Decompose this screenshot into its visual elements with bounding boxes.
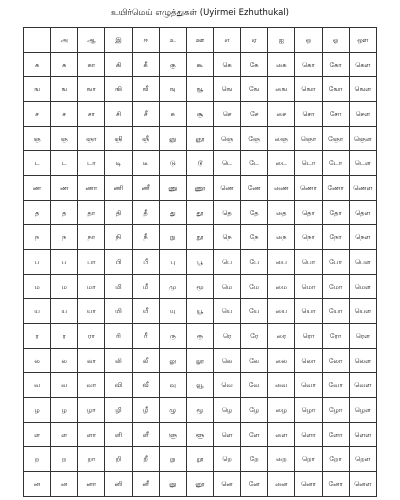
table-row [24,200,377,225]
table-cell: கோ [322,52,349,77]
table-cell: ரே [241,324,268,349]
table-cell: ஞு [159,126,186,151]
table-cell: ழி [105,398,132,423]
table-cell: வே [241,373,268,398]
table-cell: பீ [132,250,159,275]
table-cell: ழ [51,398,78,423]
consonant-header-cell: ம [24,274,51,299]
table-cell: ணொ [295,176,322,201]
table-cell: ஞோ [322,126,349,151]
consonant-header-cell: வ [24,373,51,398]
table-cell: சை [268,102,295,127]
table-row [24,77,377,102]
table-cell: நி [105,225,132,250]
vowel-header-cell: ஔ [349,28,376,53]
table-row [24,398,377,423]
table-cell: கை [268,52,295,77]
table-cell: ஞெ [213,126,240,151]
table-cell: ழை [268,398,295,423]
table-cell: மா [78,274,105,299]
table-cell: ணு [159,176,186,201]
table-cell: நா [78,225,105,250]
table-cell: சு [159,102,186,127]
table-cell: டி [105,151,132,176]
uyirmei-table [23,27,377,497]
table-cell: ற [51,447,78,472]
consonant-header-cell: க [24,52,51,77]
table-cell: தோ [322,200,349,225]
consonant-header-cell: ள [24,422,51,447]
table-cell: ண [51,176,78,201]
consonant-header-cell: ர [24,324,51,349]
table-cell: மு [159,274,186,299]
table-cell: வை [268,373,295,398]
table-cell: ணௌ [349,176,376,201]
consonant-header-cell: ங [24,77,51,102]
table-cell: டை [268,151,295,176]
table-row [24,126,377,151]
table-cell: ஞை [268,126,295,151]
table-cell: லெ [213,348,240,373]
table-cell: ரீ [132,324,159,349]
vowel-header-cell: ஏ [241,28,268,53]
table-cell: னீ [132,472,159,497]
consonant-header-cell: ச [24,102,51,127]
table-cell: லே [241,348,268,373]
table-cell: நை [268,225,295,250]
table-cell: பு [159,250,186,275]
table-cell: யௌ [349,299,376,324]
table-cell: ஙூ [186,77,213,102]
table-cell: வெ [213,373,240,398]
vowel-header-cell: எ [213,28,240,53]
table-cell: ணை [268,176,295,201]
table-cell: ளே [241,422,268,447]
table-cell: ஙீ [132,77,159,102]
table-row [24,274,377,299]
table-cell: ணா [78,176,105,201]
table-cell: ஙை [268,77,295,102]
table-cell: து [159,200,186,225]
table-cell: ய [51,299,78,324]
table-cell: க [51,52,78,77]
table-row [24,52,377,77]
table-cell: யு [159,299,186,324]
consonant-header-cell: ப [24,250,51,275]
table-cell: றை [268,447,295,472]
table-cell: நோ [322,225,349,250]
table-cell: ஞா [78,126,105,151]
table-cell: றே [241,447,268,472]
table-cell: ளு [159,422,186,447]
table-cell: ஞௌ [349,126,376,151]
table-cell: ணீ [132,176,159,201]
table-cell: யே [241,299,268,324]
table-cell: டு [159,151,186,176]
table-cell: ரி [105,324,132,349]
table-cell: வொ [295,373,322,398]
table-cell: வ [51,373,78,398]
consonant-header-cell: ழ [24,398,51,423]
table-cell: போ [322,250,349,275]
table-cell: ஙெ [213,77,240,102]
table-cell: ஙா [78,77,105,102]
table-cell: கீ [132,52,159,77]
table-row [24,102,377,127]
table-cell: ளௌ [349,422,376,447]
table-cell: ஞி [105,126,132,151]
table-cell: றோ [322,447,349,472]
table-cell: ஞ [51,126,78,151]
vowel-header-cell: அ [51,28,78,53]
table-cell: டே [241,151,268,176]
table-cell: டீ [132,151,159,176]
table-cell: பௌ [349,250,376,275]
table-cell: செ [213,102,240,127]
table-cell: ழு [159,398,186,423]
table-cell: நெ [213,225,240,250]
table-cell: மெ [213,274,240,299]
table-cell: ரெ [213,324,240,349]
table-row [24,225,377,250]
table-cell: ஞொ [295,126,322,151]
table-cell: யி [105,299,132,324]
consonant-header-cell: ற [24,447,51,472]
table-cell: றீ [132,447,159,472]
table-cell: ழீ [132,398,159,423]
table-cell: ரு [159,324,186,349]
table-cell: கொ [295,52,322,77]
table-cell: ரை [268,324,295,349]
table-cell: ளி [105,422,132,447]
table-cell: லா [78,348,105,373]
table-cell: வௌ [349,373,376,398]
table-row [24,151,377,176]
table-cell: னி [105,472,132,497]
table-cell: ஙொ [295,77,322,102]
table-cell: லு [159,348,186,373]
table-cell: ஙி [105,77,132,102]
table-cell: னெ [213,472,240,497]
table-cell: ர [51,324,78,349]
table-cell: டோ [322,151,349,176]
table-cell: ணூ [186,176,213,201]
table-cell: வு [159,373,186,398]
table-cell: ஞீ [132,126,159,151]
table-cell: சௌ [349,102,376,127]
table-cell: பி [105,250,132,275]
table-cell: கி [105,52,132,77]
table-cell: ப [51,250,78,275]
table-cell: பே [241,250,268,275]
table-cell: நௌ [349,225,376,250]
table-cell: ஙோ [322,77,349,102]
table-cell: னொ [295,472,322,497]
table-cell: தி [105,200,132,225]
table-cell: ட [51,151,78,176]
table-cell: ழூ [186,398,213,423]
table-cell: யூ [186,299,213,324]
table-cell: தொ [295,200,322,225]
table-cell: நீ [132,225,159,250]
consonant-header-cell: ஞ [24,126,51,151]
table-cell: யொ [295,299,322,324]
table-row [24,250,377,275]
consonant-header-cell: ட [24,151,51,176]
table-cell: மே [241,274,268,299]
consonant-header-cell: ண [24,176,51,201]
vowel-header-cell: இ [105,28,132,53]
table-cell: லூ [186,348,213,373]
table-cell: வூ [186,373,213,398]
table-cell: ஞே [241,126,268,151]
table-cell: ச [51,102,78,127]
table-cell: ம [51,274,78,299]
table-cell: யெ [213,299,240,324]
vowel-header-cell: ஒ [295,28,322,53]
table-cell: றி [105,447,132,472]
table-cell: மௌ [349,274,376,299]
table-header-row [24,28,377,53]
table-cell: டொ [295,151,322,176]
table-cell: கௌ [349,52,376,77]
table-cell: த [51,200,78,225]
consonant-header-cell: ன [24,472,51,497]
table-cell: றொ [295,447,322,472]
table-cell: ளூ [186,422,213,447]
consonant-header-cell: த [24,200,51,225]
table-cell: நூ [186,225,213,250]
table-cell: ல [51,348,78,373]
table-cell: சா [78,102,105,127]
table-cell: னௌ [349,472,376,497]
table-cell: லை [268,348,295,373]
table-cell: மை [268,274,295,299]
table-cell: ள [51,422,78,447]
vowel-header-cell: ஐ [268,28,295,53]
table-cell: று [159,447,186,472]
table-cell: வா [78,373,105,398]
table-cell: ங [51,77,78,102]
table-cell: லி [105,348,132,373]
table-cell: சோ [322,102,349,127]
table-cell: டா [78,151,105,176]
table-row [24,373,377,398]
table-cell: சூ [186,102,213,127]
vowel-header-cell: ஆ [78,28,105,53]
table-cell: றா [78,447,105,472]
table-cell: ளோ [322,422,349,447]
table-cell: ணே [241,176,268,201]
table-cell: னு [159,472,186,497]
table-cell: யீ [132,299,159,324]
table-row [24,348,377,373]
table-cell: னூ [186,472,213,497]
table-cell: லௌ [349,348,376,373]
table-cell: யோ [322,299,349,324]
table-cell: ரோ [322,324,349,349]
table-row [24,472,377,497]
table-cell: ழே [241,398,268,423]
table-cell: ளை [268,422,295,447]
table-cell: ழா [78,398,105,423]
table-cell: யா [78,299,105,324]
table-cell: பொ [295,250,322,275]
table-cell: பா [78,250,105,275]
table-cell: லீ [132,348,159,373]
table-cell: தெ [213,200,240,225]
table-cell: ன [51,472,78,497]
table-cell: கே [241,52,268,77]
table-cell: கா [78,52,105,77]
table-cell: தீ [132,200,159,225]
table-cell: ணி [105,176,132,201]
table-cell: னை [268,472,295,497]
consonant-header-cell: ந [24,225,51,250]
table-cell: றூ [186,447,213,472]
table-cell: தை [268,200,295,225]
table-cell: மொ [295,274,322,299]
table-cell: கு [159,52,186,77]
table-cell: னோ [322,472,349,497]
vowel-header-cell: ஊ [186,28,213,53]
table-cell: ளா [78,422,105,447]
consonant-header-cell: ய [24,299,51,324]
table-cell: டெ [213,151,240,176]
table-cell: னா [78,472,105,497]
table-cell: ரா [78,324,105,349]
table-cell: நொ [295,225,322,250]
table-cell: ழொ [295,398,322,423]
table-row [24,299,377,324]
table-cell: ஙௌ [349,77,376,102]
table-cell: ஞூ [186,126,213,151]
table-cell: நு [159,225,186,250]
table-cell: வி [105,373,132,398]
table-cell: றெ [213,447,240,472]
table-cell: ரூ [186,324,213,349]
table-cell: சே [241,102,268,127]
table-cell: பை [268,250,295,275]
table-cell: சொ [295,102,322,127]
table-cell: லோ [322,348,349,373]
table-cell: பெ [213,250,240,275]
table-cell: டூ [186,151,213,176]
vowel-header-cell: ஓ [322,28,349,53]
table-cell: லொ [295,348,322,373]
table-row [24,176,377,201]
table-cell: மீ [132,274,159,299]
table-cell: யை [268,299,295,324]
table-cell: றௌ [349,447,376,472]
page-title: உயிர்மெய் எழுத்துகள் (Uyirmei Ezhuthukal) [111,8,289,18]
table-cell: மூ [186,274,213,299]
table-cell: ழோ [322,398,349,423]
table-cell: ணெ [213,176,240,201]
vowel-header-cell: ஈ [132,28,159,53]
table-cell: ளொ [295,422,322,447]
table-cell: கூ [186,52,213,77]
table-cell: சி [105,102,132,127]
table-cell: டௌ [349,151,376,176]
table-cell: மி [105,274,132,299]
vowel-header-cell: உ [159,28,186,53]
table-cell: நே [241,225,268,250]
table-corner-cell [24,28,51,53]
table-cell: வோ [322,373,349,398]
table-cell: னே [241,472,268,497]
table-cell: ஙே [241,77,268,102]
table-cell: வீ [132,373,159,398]
table-cell: ழௌ [349,398,376,423]
table-cell: ளீ [132,422,159,447]
table-cell: மோ [322,274,349,299]
uyirmei-table-body [24,28,377,497]
table-cell: ந [51,225,78,250]
table-cell: ரௌ [349,324,376,349]
table-cell: தே [241,200,268,225]
consonant-header-cell: ல [24,348,51,373]
table-cell: ணோ [322,176,349,201]
table-cell: ழெ [213,398,240,423]
table-row [24,447,377,472]
table-row [24,422,377,447]
table-cell: தௌ [349,200,376,225]
table-cell: கெ [213,52,240,77]
table-cell: தா [78,200,105,225]
table-cell: ளெ [213,422,240,447]
table-cell: சீ [132,102,159,127]
table-cell: ரொ [295,324,322,349]
table-row [24,324,377,349]
table-cell: பூ [186,250,213,275]
table-cell: ஙு [159,77,186,102]
table-cell: தூ [186,200,213,225]
